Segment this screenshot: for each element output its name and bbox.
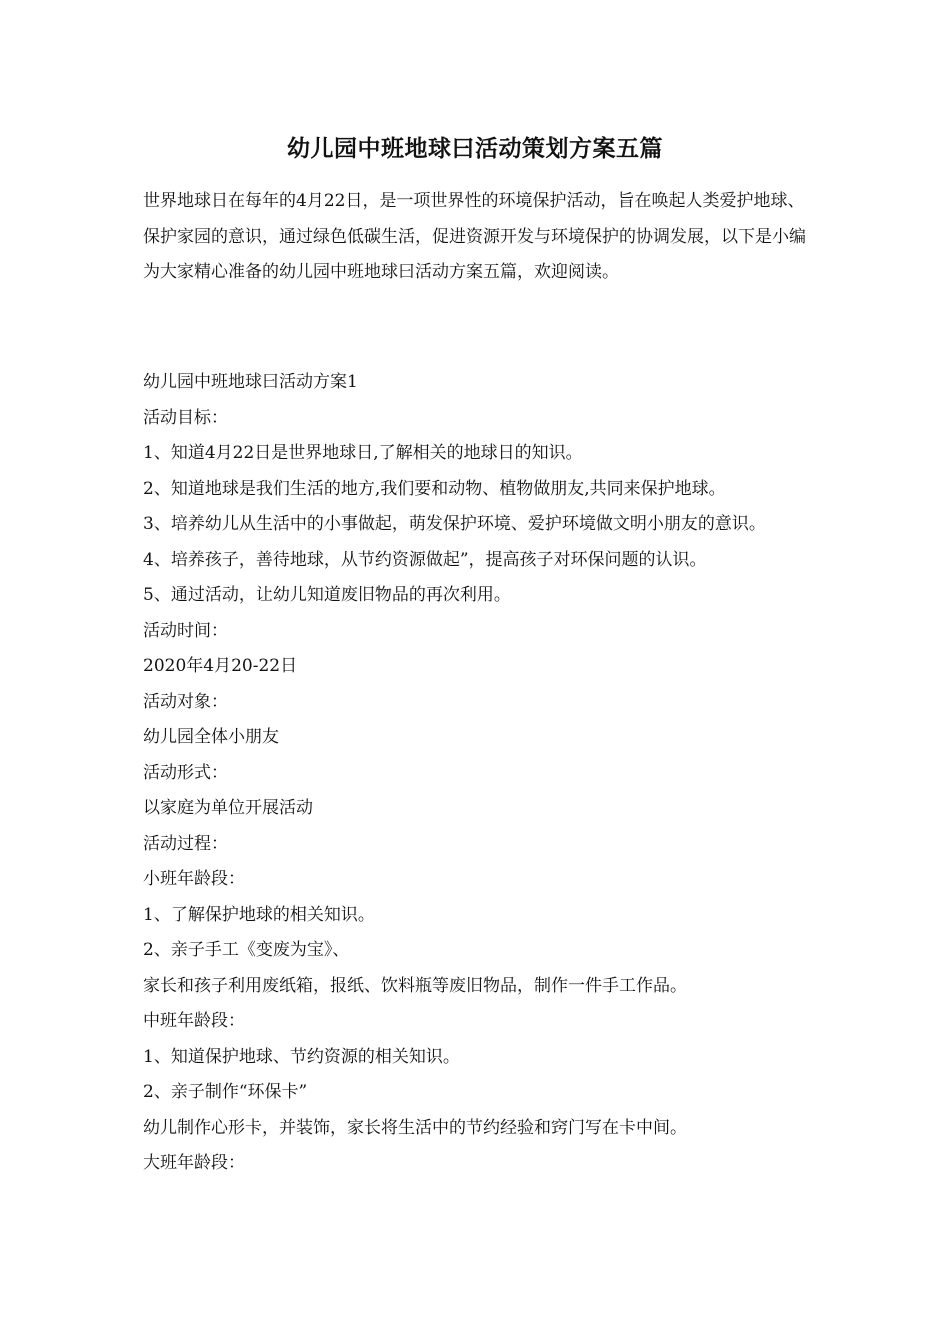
paragraph-line: 3、培养幼儿从生活中的小事做起，萌发保护环境、爱护环境做文明小朋友的意识。 — [143, 514, 766, 534]
paragraph-line: 1、知道保护地球、节约资源的相关知识。 — [143, 1046, 460, 1067]
paragraph-line: 2、知道地球是我们生活的地方,我们要和动物、植物做朋友,共同来保护地球。 — [143, 478, 726, 499]
paragraph-line: 活动目标： — [143, 407, 228, 428]
paragraph-line: 5、通过活动，让幼儿知道废旧物品的再次利用。 — [143, 585, 511, 605]
paragraph-line: 1、知道4月22日是世界地球日,了解相关的地球日的知识。 — [143, 443, 583, 463]
paragraph-line: 2020年4月20-22日 — [143, 656, 298, 676]
paragraph-line: 幼儿制作心形卡，并装饰，家长将生活中的节约经验和窍门写在卡中间。 — [143, 1117, 687, 1138]
paragraph-line: 中班年龄段： — [143, 1011, 245, 1031]
paragraph-line: 以家庭为单位开展活动 — [143, 798, 313, 818]
paragraph-line: 幼儿园全体小朋友 — [143, 727, 279, 747]
body-content — [143, 365, 813, 1182]
paragraph-line: 活动形式： — [143, 762, 228, 783]
paragraph-line: 活动对象： — [143, 691, 228, 712]
paragraph-line: 大班年龄段： — [143, 1153, 245, 1173]
paragraph-line: 家长和孩子利用废纸箱，报纸、饮料瓶等废旧物品，制作一件手工作品。 — [143, 975, 687, 996]
section-heading: 幼儿园中班地球曰活动方案1 — [143, 372, 358, 392]
paragraph-line: 活动时间： — [143, 620, 228, 641]
paragraph-line: 4、培养孩子，善待地球，从节约资源做起”，提高孩子对环保问题的认识。 — [143, 549, 707, 570]
intro-paragraph: 世界地球日在每年的4月22日，是一项世界性的环境保护活动，旨在唤起人类爱护地球、保护家园的意识，通过绿色低碳生活，促进资源开发与环境保护的协调发展，以下是小编为大家精心准备的幼儿园中班地球曰活动方案五篇，欢迎阅读。 — [143, 191, 806, 282]
document-title: 幼儿园中班地球曰活动策划方案五篇 — [287, 135, 663, 162]
paragraph-line: 2、亲子制作“环保卡” — [143, 1082, 308, 1102]
paragraph-line: 1、了解保护地球的相关知识。 — [143, 904, 375, 925]
paragraph-line: 2、亲子手工《变废为宝》、 — [143, 940, 350, 960]
paragraph-line: 小班年龄段： — [143, 869, 245, 889]
paragraph-line: 活动过程： — [143, 833, 228, 854]
